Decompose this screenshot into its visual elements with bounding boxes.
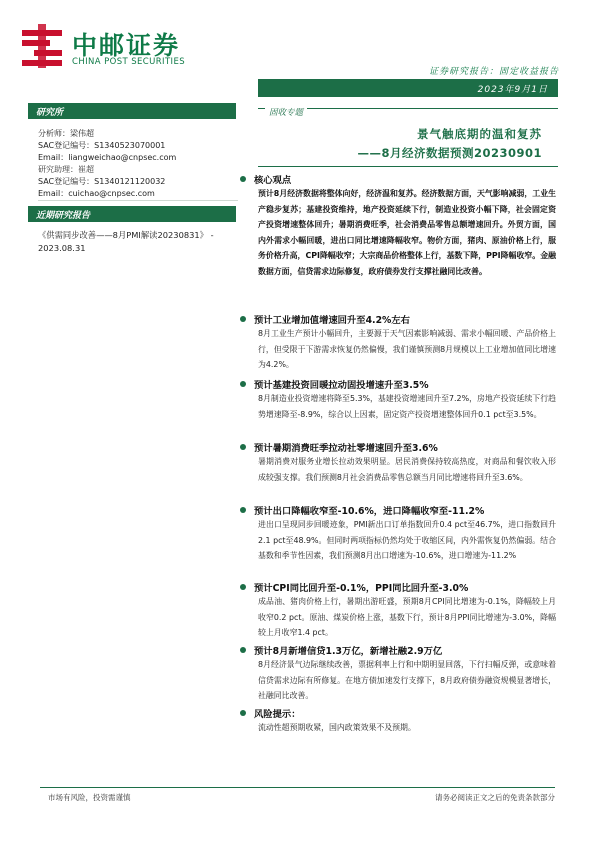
brand-name-en: CHINA POST SECURITIES xyxy=(72,57,186,67)
section-body: 8月经济景气边际继续改善，票据利率上行和中期明显回落，下行扫幅反弹，或意味着信贷需求边际有所修复。在地方债加速发行支撑下，8月政府债券融资规模显著增长，社融同比改善。 xyxy=(258,660,556,701)
section-heading: 预计出口降幅收窄至-10.6%，进口降幅收窄至-11.2% xyxy=(240,503,484,517)
analyst-sac: SAC登记编号：S1340523070001 xyxy=(38,141,166,150)
footer-disclaimer: 请务必阅读正文之后的免责条款部分 xyxy=(435,793,555,802)
assistant-name: 研究助理：崔超 xyxy=(38,165,94,174)
assistant-sac: SAC登记编号：S1340121120032 xyxy=(38,177,166,186)
section-body: 流动性超预期收紧，国内政策效果不及预期。 xyxy=(258,723,416,732)
report-subtitle: ——8月经济数据预测20230901 xyxy=(357,146,542,160)
section-body: 进出口呈现同步回暖迹象，PMI新出口订单指数回升0.4 pct至46.7%，进口指数回升2.1 pct至48.9%。但同时两项指标仍然均处于收缩区间，内外需恢复仍然偏弱。结合基数和季节性因素，我们预测8月出口增速为-10.6%，进口增速为-11.2% xyxy=(258,520,556,561)
section-body: 8月工业生产预计小幅回升，主要源于天气因素影响减弱、需求小幅回暖、产品价格上行，但受限于下游需求恢复仍然偏慢，我们谨慎预测8月规模以上工业增加值同比增速为4.2%。 xyxy=(258,329,556,370)
section-body: 暑期消费对服务业增长拉动效果明显。居民消费保持较高热度，对商品和餐饮收入形成较强支撑。我们预测8月社会消费品零售总额当月同比增速将回升至3.6%。 xyxy=(258,457,556,482)
related-header xyxy=(28,206,236,222)
section-heading: 预计CPI同比回升至-0.1%，PPI同比回升至-3.0% xyxy=(240,580,468,594)
related-report-link[interactable]: 《供需同步改善——8月PMI解读20230831》 - 2023.08.31 xyxy=(38,230,214,253)
analyst-name: 分析师：梁伟超 xyxy=(38,129,94,138)
sidebar-divider xyxy=(38,200,238,201)
date-bar xyxy=(258,79,558,97)
section-heading: 预计工业增加值增速回升至4.2%左右 xyxy=(240,312,410,326)
section-heading: 风险提示： xyxy=(240,706,301,720)
bullet-icon xyxy=(240,176,246,182)
section-heading: 核心观点 xyxy=(240,172,291,186)
bullet-icon xyxy=(240,316,246,322)
bullet-icon xyxy=(240,507,246,513)
title-divider xyxy=(258,166,558,167)
report-title: 景气触底期的温和复苏 xyxy=(417,127,542,141)
footer-divider xyxy=(40,787,555,788)
footer-risk-note: 市场有风险，投资需谨慎 xyxy=(48,793,131,802)
company-logo xyxy=(20,24,225,72)
bullet-icon xyxy=(240,647,246,653)
section-heading: 预计暑期消费旺季拉动社零增速回升至3.6% xyxy=(240,440,438,454)
post-logo-icon xyxy=(20,24,64,68)
bullet-icon xyxy=(240,381,246,387)
section-body: 预计8月经济数据将整体向好，经济温和复苏。经济数据方面，天气影响减弱，工业生产稳步复苏；基建投资维持，地产投资延续下行，制造业投资小幅下降，社会固定资产投资增速整体回升；暑期消费旺季，社会消费品零售总额增速回升。外贸方面，国内外需求小幅回暖，进出口同比增速降幅收窄。物价方面，猪肉、原油价格上行，服务价格升高，CPI降幅收窄；大宗商品价格整体上行，基数下降，PPI降幅收窄。金融数据方面，信贷需求边际修复，政府债券发行支撑社融同比改善。 xyxy=(258,189,556,276)
researchers-title: 研究所 xyxy=(36,108,64,118)
section-body: 成品油、猪肉价格上行，暑期出游旺盛，预期8月CPI同比增速为-0.1%，降幅较上月收窄0.2 pct。原油、煤炭价格上涨，基数下行，预计8月PPI同比增速为-3.0%，降幅较上月收窄1.4 pct。 xyxy=(258,597,556,638)
bullet-icon xyxy=(240,444,246,450)
report-type: 证券研究报告：固定收益报告 xyxy=(428,67,559,77)
analyst-email[interactable]: Email：liangweichao@cnpsec.com xyxy=(38,153,177,162)
brand-name-cn: 中邮证券 xyxy=(72,31,181,60)
assistant-email[interactable]: Email：cuichao@cnpsec.com xyxy=(38,189,155,198)
section-heading: 预计8月新增信贷1.3万亿，新增社融2.9万亿 xyxy=(240,643,442,657)
report-date: 2023年9月1日 xyxy=(477,85,548,95)
bullet-icon xyxy=(240,710,246,716)
section-heading: 预计基建投资回暖拉动固投增速升至3.5% xyxy=(240,377,429,391)
researchers-header xyxy=(28,103,236,119)
section-body: 8月制造业投资增速将降至5.3%，基建投资增速回升至7.2%，房地产投资延续下行趋势增速降至-8.9%，综合以上因素，固定资产投资增速整体回升0.1 pct至3.5%。 xyxy=(258,394,556,419)
bullet-icon xyxy=(240,584,246,590)
section-tag: 固收专题 xyxy=(265,106,307,118)
related-title: 近期研究报告 xyxy=(36,211,91,221)
